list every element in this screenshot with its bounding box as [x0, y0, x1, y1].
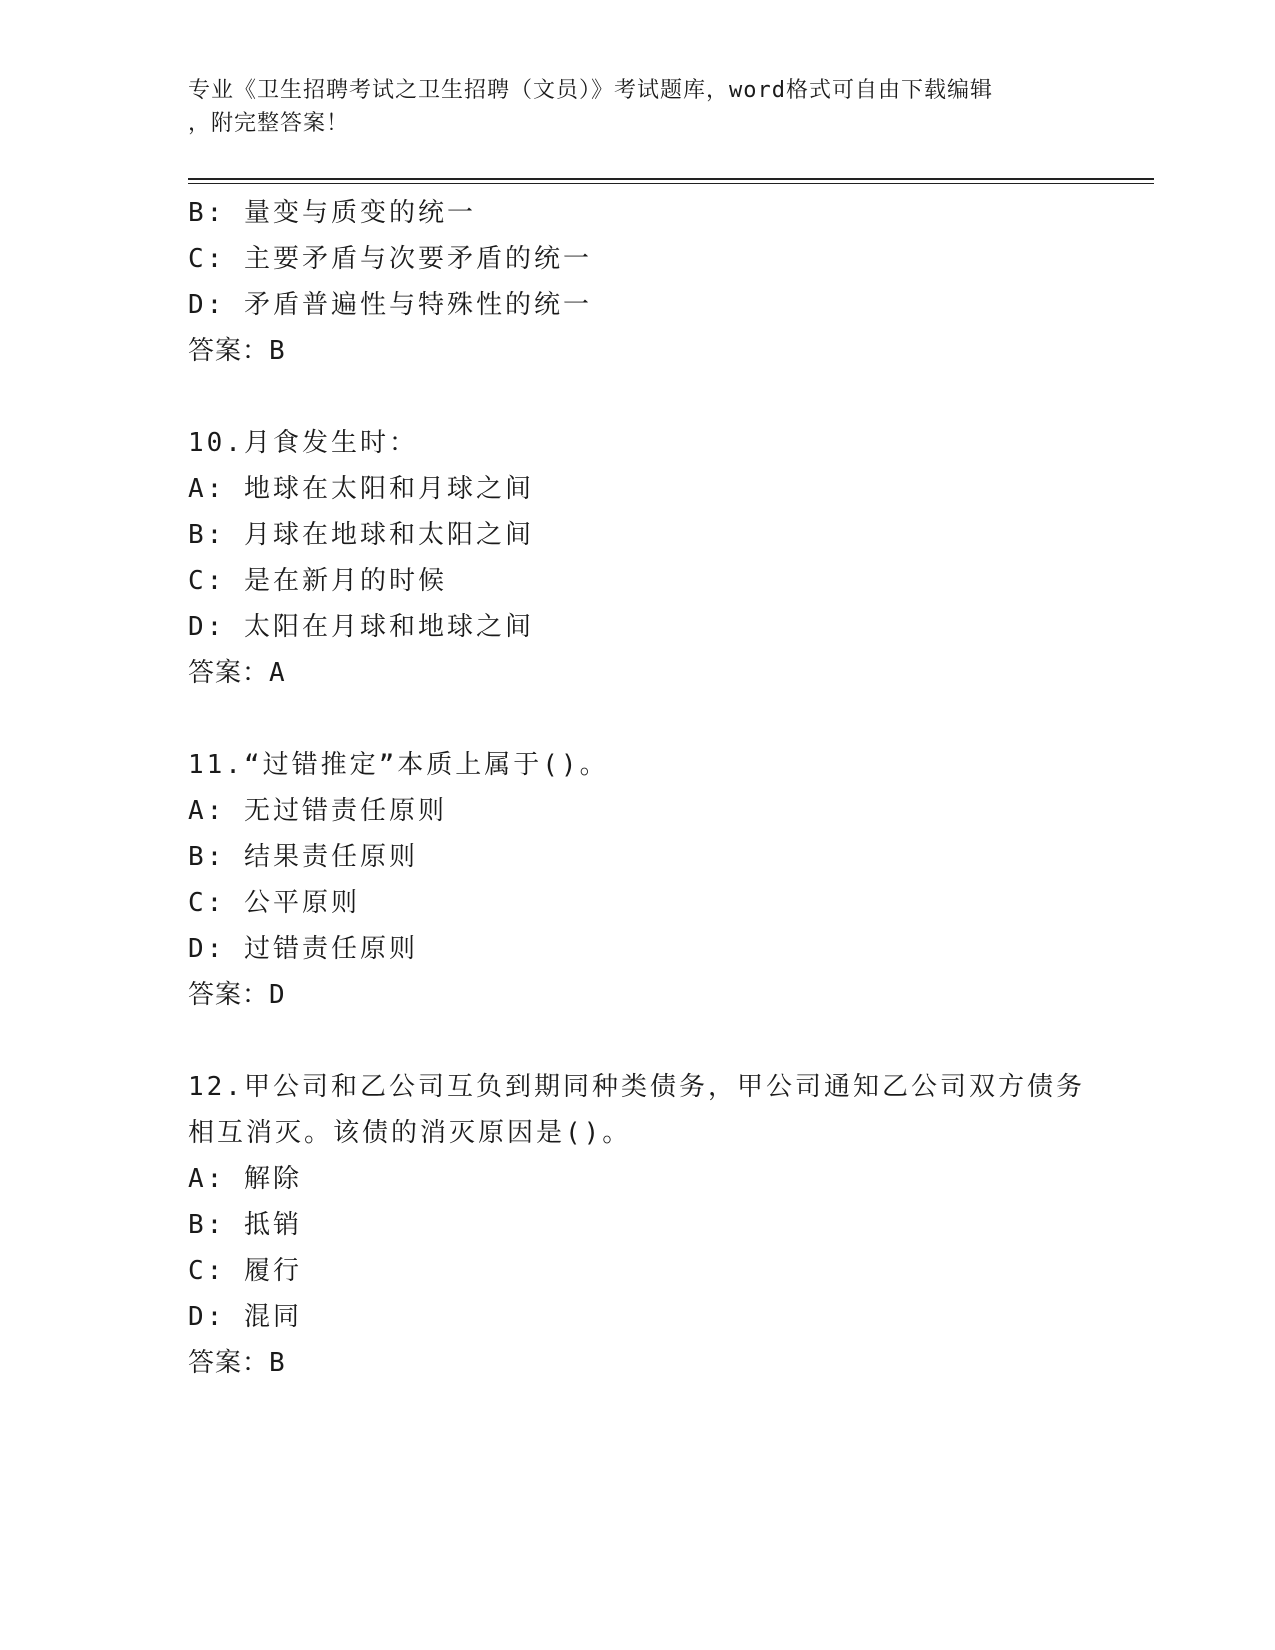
option-c: C: 履行	[188, 1256, 302, 1286]
answer-line: 答案：A	[188, 658, 286, 688]
question-11	[188, 742, 1108, 1018]
option-b: B: 量变与质变的统一	[188, 198, 476, 228]
question-stem: 10.月食发生时：	[188, 428, 418, 458]
question-list	[188, 190, 1108, 1386]
option-d: D: 混同	[188, 1302, 302, 1332]
answer-line: 答案：B	[188, 1348, 286, 1378]
document-header	[188, 74, 1088, 140]
option-d: D: 矛盾普遍性与特殊性的统一	[188, 290, 592, 320]
option-d: D: 太阳在月球和地球之间	[188, 612, 534, 642]
question-10	[188, 420, 1108, 696]
answer-line: 答案：D	[188, 980, 286, 1010]
option-a: A: 地球在太阳和月球之间	[188, 474, 534, 504]
option-a: A: 无过错责任原则	[188, 796, 447, 826]
option-b: B: 结果责任原则	[188, 842, 418, 872]
question-stem-line-1: 12.甲公司和乙公司互负到期同种类债务，甲公司通知乙公司双方债务	[188, 1072, 1085, 1102]
question-12	[188, 1064, 1108, 1386]
option-c: C: 主要矛盾与次要矛盾的统一	[188, 244, 592, 274]
answer-line: 答案：B	[188, 336, 286, 366]
spacer	[188, 374, 1108, 420]
header-divider-thick	[188, 178, 1154, 180]
header-line-2: ，附完整答案！	[188, 111, 350, 136]
option-c: C: 公平原则	[188, 888, 360, 918]
header-divider-thin	[188, 183, 1154, 184]
question-9-tail	[188, 190, 1108, 374]
option-b: B: 抵销	[188, 1210, 302, 1240]
option-a: A: 解除	[188, 1164, 302, 1194]
question-stem: 11.“过错推定”本质上属于()。	[188, 750, 609, 780]
header-line-1: 专业《卫生招聘考试之卫生招聘（文员）》考试题库，word格式可自由下载编辑	[188, 78, 993, 103]
spacer	[188, 1018, 1108, 1064]
option-c: C: 是在新月的时候	[188, 566, 447, 596]
question-stem-line-2: 相互消灭。该债的消灭原因是()。	[188, 1118, 632, 1148]
spacer	[188, 696, 1108, 742]
option-d: D: 过错责任原则	[188, 934, 418, 964]
option-b: B: 月球在地球和太阳之间	[188, 520, 534, 550]
